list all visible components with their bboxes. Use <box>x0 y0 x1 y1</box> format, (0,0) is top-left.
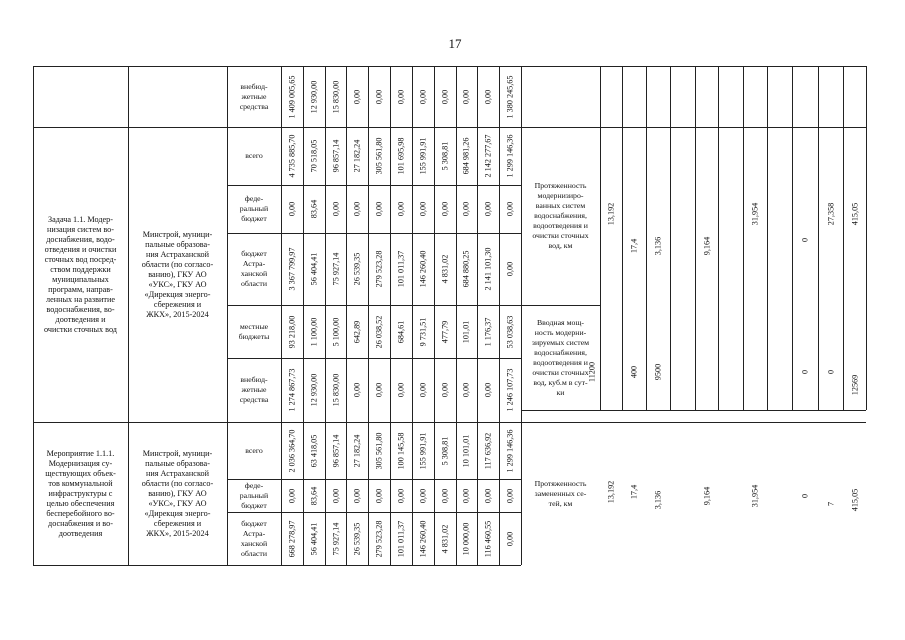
indicator-value: 31,954 <box>750 484 760 508</box>
source-label: феде- ральный бюджет <box>239 194 269 223</box>
source-label: внебюд- жетные средства <box>239 81 269 111</box>
funding-value: 0,00 <box>461 89 471 104</box>
funding-value: 668 278,97 <box>287 520 297 557</box>
indicator-name: Протяженность модернизиро- ванных систем водоснабжения, водоотведения и очистки сточных вод, км <box>532 181 589 250</box>
funding-value: 2 142 277,67 <box>483 134 493 178</box>
funding-value: 0,00 <box>440 382 450 398</box>
funding-value: 0,00 <box>418 201 428 217</box>
funding-value: 146 260,40 <box>418 250 428 288</box>
funding-value: 4 735 885,70 <box>287 134 297 178</box>
funding-value: 12 930,00 <box>309 80 319 113</box>
funding-value: 101 011,37 <box>396 250 406 288</box>
funding-value: 56 404,41 <box>309 252 319 286</box>
grid-line <box>622 66 623 410</box>
funding-value: 305 561,80 <box>374 137 384 175</box>
funding-value: 15 830,00 <box>331 80 341 113</box>
funding-value: 0,00 <box>440 488 450 503</box>
funding-value: 93 218,00 <box>287 315 297 348</box>
indicator-value: 7 <box>826 501 835 507</box>
funding-value: 53 038,63 <box>505 315 515 348</box>
grid-line <box>695 66 696 410</box>
funding-value: 26 539,35 <box>352 522 362 555</box>
funding-value: 96 857,14 <box>331 434 341 467</box>
indicator-name: Вводная мощ- ность модерни- зируемых систем водоснабжения, водоотведения и очистки сточных вод, куб.м в сут- ки <box>531 317 590 397</box>
funding-value: 117 636,92 <box>483 432 493 469</box>
executor-description: Минстрой, муници- пальные образова- ния Астраханской области (по согласо- ванию), ГКУ АО «УКС», ГКУ АО «Дирекция энерго- сбережения и ЖКХ», 2015-2024 <box>141 229 214 319</box>
funding-value: 26 038,52 <box>374 315 384 348</box>
funding-value: 0,00 <box>483 89 493 104</box>
funding-value: 27 182,24 <box>352 139 362 173</box>
funding-value: 0,00 <box>287 488 297 503</box>
indicator-value: 3,136 <box>653 490 663 510</box>
grid-line <box>412 66 413 565</box>
grid-line <box>33 565 521 566</box>
grid-line <box>128 66 129 565</box>
funding-value: 0,00 <box>331 488 341 503</box>
funding-value: 0,00 <box>505 261 515 277</box>
source-label: бюджет Астра- ханской области <box>240 249 268 288</box>
funding-value: 1 299 146,36 <box>505 134 515 178</box>
funding-value: 2 141 101,30 <box>483 247 493 291</box>
grid-line <box>434 66 435 565</box>
grid-line <box>368 66 369 565</box>
indicator-value: 31,954 <box>750 202 760 226</box>
funding-value: 10 101,01 <box>461 434 471 467</box>
source-label: бюджет Астра- ханской области <box>240 518 268 558</box>
funding-value: 4 831,02 <box>440 524 450 553</box>
grid-line <box>521 410 866 411</box>
funding-value: 0,00 <box>374 201 384 217</box>
grid-line <box>477 66 478 565</box>
indicator-value: 400 <box>629 365 639 379</box>
funding-value: 0,00 <box>396 488 406 503</box>
funding-value: 1 100,00 <box>309 317 319 346</box>
funding-value: 0,00 <box>461 382 471 398</box>
indicator-value: 9,164 <box>702 236 711 256</box>
funding-value: 0,00 <box>483 488 493 503</box>
funding-value: 0,00 <box>352 201 362 217</box>
indicator-value: 13,192 <box>606 480 616 504</box>
grid-line <box>818 66 819 410</box>
funding-value: 0,00 <box>418 488 428 503</box>
funding-value: 0,00 <box>396 89 406 104</box>
funding-value: 0,00 <box>352 89 362 104</box>
indicator-value: 12569 <box>850 374 859 396</box>
funding-value: 1 176,37 <box>483 317 493 346</box>
funding-value: 100 145,58 <box>396 432 406 469</box>
funding-value: 155 991,91 <box>418 137 428 175</box>
funding-value: 83,64 <box>309 199 319 219</box>
indicator-value: 17,4 <box>629 484 639 500</box>
funding-value: 63 418,05 <box>309 434 319 467</box>
funding-value: 70 518,05 <box>309 139 319 173</box>
funding-value: 0,00 <box>505 201 515 217</box>
grid-line <box>792 66 793 410</box>
funding-value: 684 880,25 <box>461 250 471 288</box>
funding-value: 155 991,91 <box>418 432 428 469</box>
indicator-value: 13,192 <box>606 202 616 226</box>
funding-value: 0,00 <box>505 488 515 503</box>
funding-value: 10 000,00 <box>461 522 471 555</box>
funding-value: 101 695,98 <box>396 137 406 175</box>
grid-line <box>843 66 844 410</box>
funding-value: 26 539,35 <box>352 252 362 286</box>
funding-value: 0,00 <box>461 201 471 217</box>
indicator-value: 3,136 <box>653 236 663 256</box>
funding-value: 1 299 146,36 <box>505 429 515 472</box>
source-label: внебюд- жетные средства <box>239 375 269 404</box>
executor-description: Минстрой, муници- пальные образова- ния Астраханской области (по согласо- ванию), ГКУ АО «УКС», ГКУ АО «Дирекция энерго- сбережения и ЖКХ», 2015-2024 <box>141 448 214 538</box>
funding-value: 1 380 245,65 <box>505 75 515 118</box>
funding-value: 279 523,28 <box>374 520 384 557</box>
funding-value: 101,01 <box>461 320 471 343</box>
indicator-value: 11200 <box>587 361 597 383</box>
grid-line <box>718 66 719 410</box>
grid-line <box>521 66 866 67</box>
funding-value: 0,00 <box>505 531 515 546</box>
funding-value: 0,00 <box>352 488 362 503</box>
source-label: феде- ральный бюджет <box>239 480 269 510</box>
funding-value: 75 927,14 <box>331 252 341 286</box>
funding-value: 5 308,81 <box>440 141 450 171</box>
source-label: всего <box>245 151 263 160</box>
task-description: Задача 1.1. Модер- низация систем во- доснабжения, водо- отведения и очистки сточных вод посред- ством поддержки муниципальных программ, направ- ленных на развитие водоснабжения, во- доотведения и очистки сточных вод <box>44 214 117 334</box>
page-number: 17 <box>448 36 462 51</box>
funding-value: 0,00 <box>396 382 406 398</box>
funding-value: 642,89 <box>352 320 362 343</box>
funding-value: 684 981,26 <box>461 137 471 175</box>
source-label: местные бюджеты <box>238 321 270 341</box>
grid-line <box>456 66 457 565</box>
funding-value: 684,61 <box>396 320 406 343</box>
grid-line <box>767 66 768 410</box>
indicator-name: Протяженность замененных се- тей, км <box>534 478 587 508</box>
funding-value: 0,00 <box>418 89 428 104</box>
funding-value: 0,00 <box>440 89 450 104</box>
funding-value: 56 404,41 <box>309 522 319 555</box>
funding-value: 1 409 005,65 <box>287 75 297 118</box>
funding-value: 0,00 <box>287 201 297 217</box>
funding-value: 2 036 364,70 <box>287 429 297 472</box>
grid-line <box>325 66 326 565</box>
grid-line <box>866 66 867 410</box>
indicator-value: 9500 <box>653 363 663 381</box>
grid-line <box>346 66 347 565</box>
source-label: всего <box>245 445 263 455</box>
funding-value: 9 731,51 <box>418 317 428 346</box>
indicator-value: 17,4 <box>629 238 639 254</box>
funding-value: 0,00 <box>483 201 493 217</box>
grid-line <box>390 66 391 565</box>
task-description: Мероприятие 1.1.1. Модернизация су- ществующих объек- тов коммунальной инфраструктуры с целью обеспечения бесперебойного во- доснабжения и во- доотведения <box>45 448 116 538</box>
funding-value: 1 246 107,73 <box>505 368 515 412</box>
funding-value: 5 308,81 <box>440 436 450 465</box>
funding-value: 0,00 <box>352 382 362 398</box>
grid-line <box>33 66 34 565</box>
funding-value: 15 830,00 <box>331 373 341 407</box>
funding-value: 96 857,14 <box>331 139 341 173</box>
funding-value: 0,00 <box>396 201 406 217</box>
funding-value: 83,64 <box>309 486 319 505</box>
funding-value: 0,00 <box>374 488 384 503</box>
grid-line <box>646 66 647 410</box>
funding-value: 0,00 <box>374 382 384 398</box>
indicator-value: 27,358 <box>826 202 835 226</box>
grid-line <box>600 66 601 410</box>
funding-value: 12 930,00 <box>309 373 319 407</box>
grid-line <box>670 66 671 410</box>
funding-value: 0,00 <box>483 382 493 398</box>
funding-value: 0,00 <box>374 89 384 104</box>
funding-value: 3 367 799,97 <box>287 247 297 291</box>
funding-value: 0,00 <box>461 488 471 503</box>
funding-value: 0,00 <box>440 201 450 217</box>
funding-value: 27 182,24 <box>352 434 362 467</box>
funding-value: 0,00 <box>418 382 428 398</box>
grid-line <box>281 66 282 565</box>
funding-value: 146 260,40 <box>418 520 428 557</box>
funding-value: 116 460,55 <box>483 520 493 557</box>
indicator-value: 0 <box>800 369 810 375</box>
grid-line <box>499 66 500 565</box>
indicator-value: 0 <box>826 369 835 375</box>
funding-value: 477,79 <box>440 320 450 343</box>
indicator-value: 415,05 <box>850 488 859 512</box>
grid-line <box>743 66 744 410</box>
funding-value: 279 523,28 <box>374 250 384 288</box>
funding-value: 4 831,02 <box>440 254 450 284</box>
funding-value: 101 011,37 <box>396 520 406 557</box>
funding-value: 1 274 867,73 <box>287 368 297 412</box>
grid-line <box>303 66 304 565</box>
indicator-value: 9,164 <box>702 486 711 506</box>
funding-value: 5 100,00 <box>331 317 341 346</box>
funding-value: 75 927,14 <box>331 522 341 555</box>
grid-line <box>521 66 522 565</box>
indicator-value: 0 <box>800 237 810 243</box>
indicator-value: 0 <box>800 493 810 499</box>
funding-value: 0,00 <box>331 201 341 217</box>
funding-value: 305 561,80 <box>374 432 384 469</box>
indicator-value: 415,05 <box>850 202 859 226</box>
